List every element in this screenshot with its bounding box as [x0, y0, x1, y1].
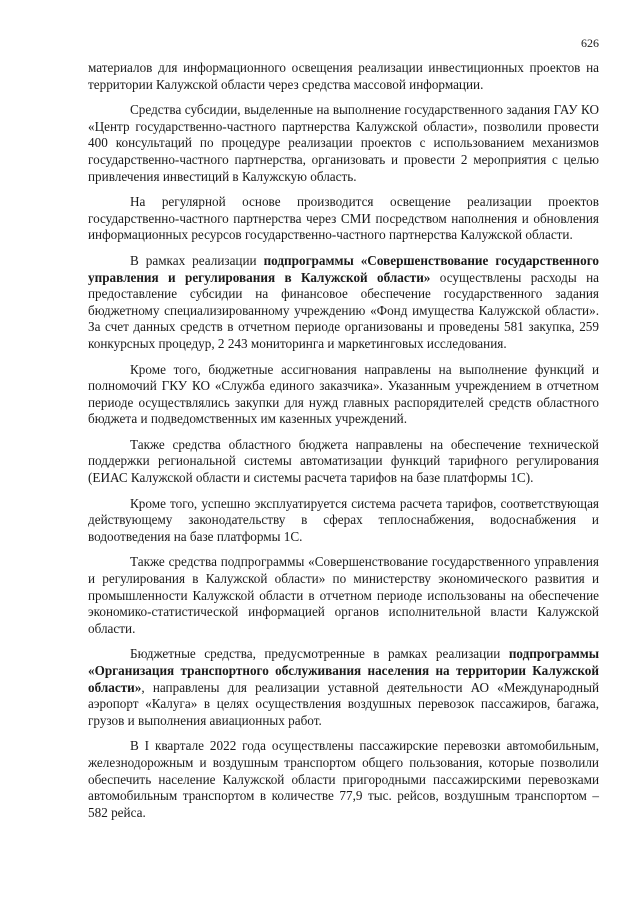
- paragraph: [88, 437, 599, 487]
- bold-text: подпрограммы «Совершенствование государственного управления и регулирования в Калужской области»: [88, 252, 599, 285]
- paragraph: [88, 362, 599, 428]
- paragraph: [88, 194, 599, 244]
- text-run: В I квартале 2022 года осуществлены пассажирские перевозки автомобильным, железнодорожным и воздушным транспортом общего пользования, которые позволили обеспечить население Калужской области пригородными пассажирскими перевозками автомобильным транспортом в количестве 77,9 тыс. рейсов, воздушным транспортом – 582 рейса.: [88, 738, 599, 820]
- paragraph: [88, 646, 599, 729]
- document-body: [88, 60, 599, 830]
- text-run: Кроме того, успешно эксплуатируется система расчета тарифов, соответствующая действующему законодательству в сферах теплоснабжения, водоснабжения и водоотведения на базе платформы 1С.: [88, 495, 599, 544]
- bold-text: подпрограммы «Организация транспортного обслуживания населения на территории Калужской области»: [88, 646, 599, 695]
- text-run: Также средства областного бюджета направлены на обеспечение технической поддержки региональной системы автоматизации функций тарифного регулирования (ЕИАС Калужской области и системы расчета тарифов на базе платформы 1С).: [88, 436, 599, 486]
- text-run: Средства субсидии, выделенные на выполнение государственного задания ГАУ КО «Центр государственно-частного партнерства Калужской области», позволили провести 400 консультаций по процедуре реализации проектов с использованием механизмов государственно-частного партнерства, организовать и провести 2 мероприятия с целью привлечения инвестиций в Калужскую область.: [88, 102, 599, 184]
- text-run: , направлены для реализации уставной деятельности АО «Международный аэропорт «Калуга» в целях осуществления воздушных перевозок пассажиров, багажа, грузов и выполнения авиационных работ.: [88, 679, 599, 728]
- paragraph: [88, 253, 599, 353]
- paragraph: [88, 554, 599, 637]
- page-number: 626: [581, 36, 599, 50]
- paragraph: [88, 102, 599, 185]
- paragraph: [88, 738, 599, 821]
- text-run: материалов для информационного освещения реализации инвестиционных проектов на территории Калужской области через средства массовой информации.: [88, 60, 599, 92]
- text-run: На регулярной основе производится освещение реализации проектов государственно-частного партнерства через СМИ посредством наполнения и обновления информационных ресурсов государственно-частного партнерства Калужской области.: [88, 194, 599, 243]
- text-run: В рамках реализации: [130, 252, 264, 268]
- paragraph: [88, 496, 599, 546]
- text-run: Кроме того, бюджетные ассигнования направлены на выполнение функций и полномочий ГКУ КО «Служба единого заказчика». Указанным учреждением в отчетном периоде осуществлялись закупки для нужд главных распорядителей средств областного бюджета и подведомственных им казенных учреждений.: [88, 361, 599, 427]
- text-run: осуществлены расходы на предоставление субсидии на финансовое обеспечение государственного задания бюджетному специализированному учреждению «Фонд имущества Калужской области». За счет данных средств в отчетном периоде организованы и проведены 581 закупка, 259 конкурсных процедур, 2 243 мониторинга и маркетинговых исследования.: [88, 269, 599, 351]
- text-run: Также средства подпрограммы «Совершенствование государственного управления и регулирования в Калужской области» по министерству экономического развития и промышленности Калужской области в отчетном периоде использованы на обеспечение экономико-статистической информацией органов исполнительной власти Калужской области.: [88, 554, 599, 636]
- paragraph: [88, 60, 599, 93]
- text-run: Бюджетные средства, предусмотренные в рамках реализации: [130, 646, 509, 662]
